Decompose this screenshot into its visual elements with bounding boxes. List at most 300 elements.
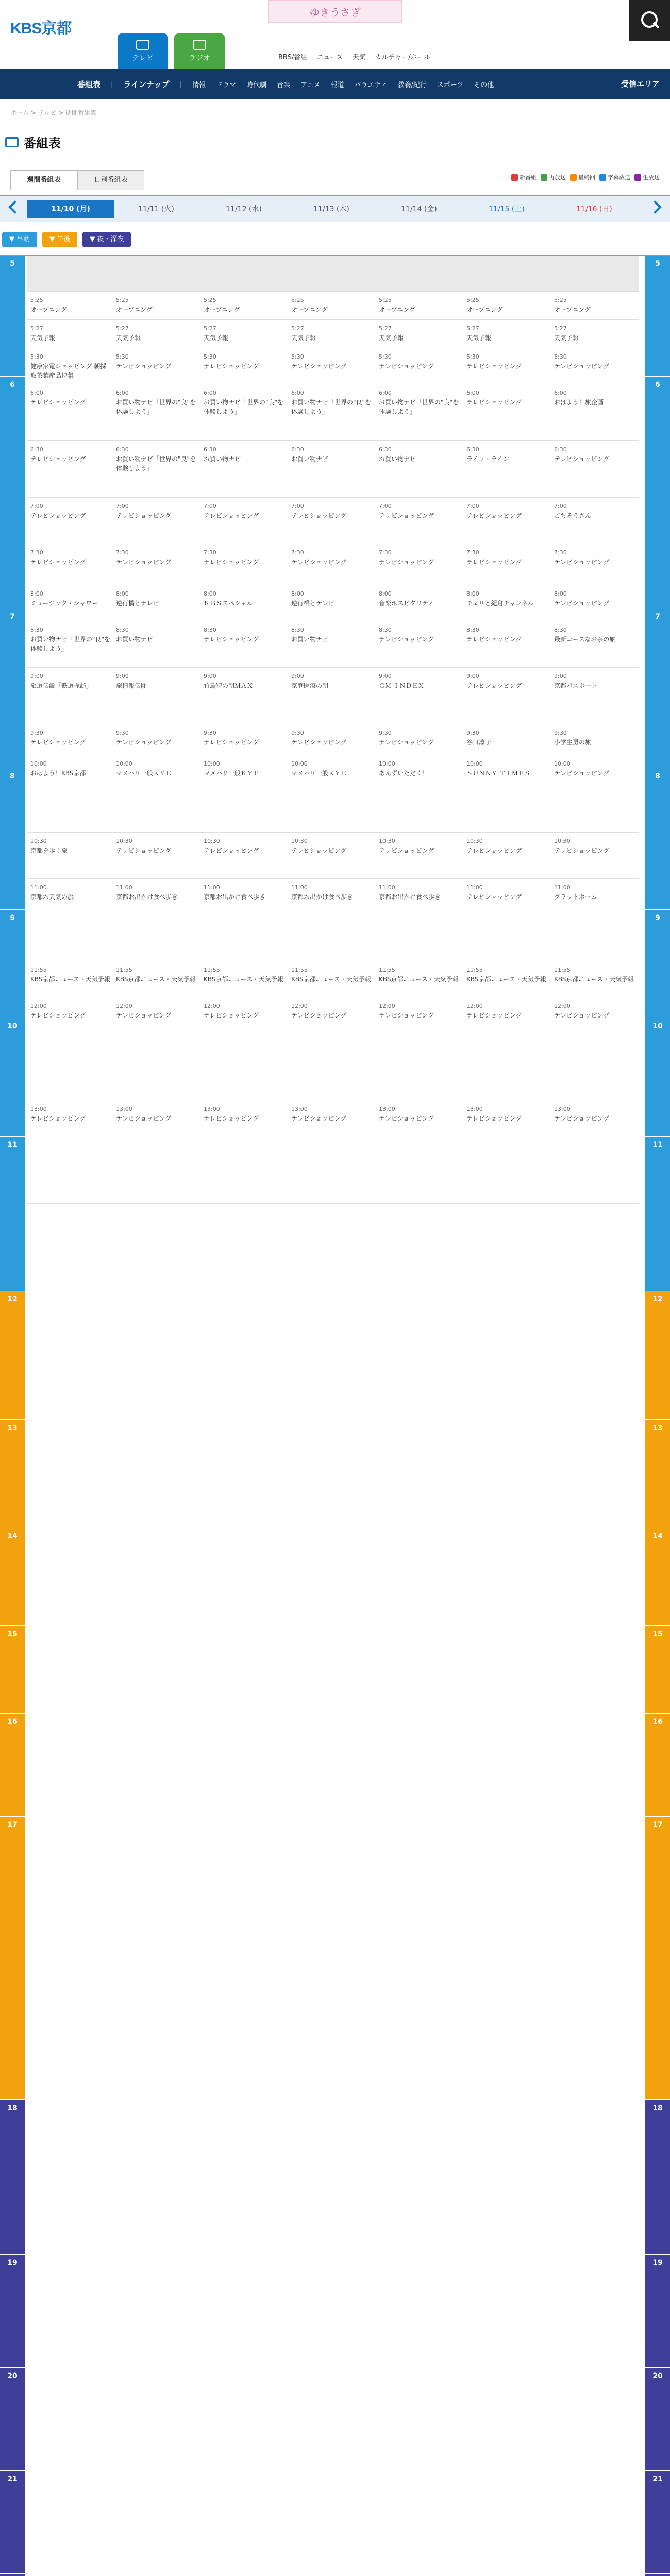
program-time: 10:00 bbox=[116, 760, 132, 767]
program-cell[interactable] bbox=[200, 621, 288, 668]
top-link[interactable]: ニュース bbox=[316, 54, 343, 61]
program-cell[interactable] bbox=[288, 879, 376, 961]
program-cell[interactable] bbox=[551, 384, 639, 441]
program-time: 9:30 bbox=[554, 730, 567, 736]
program-cell[interactable] bbox=[200, 348, 288, 384]
program-cell[interactable] bbox=[200, 755, 288, 833]
hour-label: 19 bbox=[645, 2255, 670, 2368]
program-cell[interactable] bbox=[463, 997, 551, 1100]
program-cell[interactable] bbox=[113, 292, 200, 320]
program-cell[interactable] bbox=[27, 544, 115, 585]
program-title: 竹島特の朝ＭＡＸ bbox=[204, 682, 254, 689]
program-cell[interactable] bbox=[288, 384, 376, 441]
program-cell[interactable] bbox=[376, 997, 463, 1100]
program-cell[interactable] bbox=[200, 544, 288, 585]
program-cell[interactable] bbox=[463, 585, 551, 621]
program-cell[interactable] bbox=[200, 498, 288, 544]
program-time: 8:00 bbox=[379, 590, 392, 597]
program-cell[interactable] bbox=[113, 621, 200, 668]
program-cell[interactable] bbox=[463, 498, 551, 544]
program-time: 7:30 bbox=[291, 549, 304, 556]
program-cell[interactable] bbox=[113, 498, 200, 544]
program-cell[interactable] bbox=[463, 384, 551, 441]
program-title: テレビショッピング bbox=[204, 1115, 259, 1122]
nav-item[interactable]: ラインナップ bbox=[123, 79, 170, 89]
nav-item[interactable]: 番組表 bbox=[77, 79, 101, 89]
program-cell[interactable] bbox=[200, 879, 288, 961]
date-tab[interactable]: 11/14 (金) bbox=[401, 205, 437, 213]
program-cell[interactable] bbox=[200, 833, 288, 879]
program-cell[interactable] bbox=[27, 498, 115, 544]
program-title: テレビショッピング bbox=[291, 558, 347, 566]
program-title: テレビショッピング bbox=[554, 558, 610, 566]
tv-schedule-icon bbox=[5, 137, 19, 147]
program-title: テレビショッピング bbox=[466, 847, 522, 854]
program-title: KBS京都ニュース・天気予報 bbox=[291, 976, 371, 983]
program-cell[interactable] bbox=[551, 961, 639, 997]
program-time: 10:30 bbox=[30, 838, 47, 844]
program-cell[interactable] bbox=[376, 544, 463, 585]
program-title: お買い物ナビ「世界の"良"を体験しよう」 bbox=[116, 455, 196, 472]
legend-item bbox=[541, 173, 566, 181]
program-cell[interactable] bbox=[200, 585, 288, 621]
program-cell[interactable] bbox=[27, 879, 115, 961]
program-cell[interactable] bbox=[551, 724, 639, 755]
program-title: テレビショッピング bbox=[554, 847, 610, 854]
program-cell[interactable] bbox=[463, 292, 551, 320]
program-cell[interactable] bbox=[463, 320, 551, 348]
program-time: 10:00 bbox=[466, 760, 483, 767]
program-title: お買い物ナビ「世界の"良"を体験しよう」 bbox=[30, 636, 111, 652]
program-time: 8:30 bbox=[116, 626, 129, 633]
program-time: 10:00 bbox=[291, 760, 308, 767]
program-time: 12:00 bbox=[554, 1003, 571, 1009]
program-time: 10:30 bbox=[554, 838, 571, 844]
program-title: テレビショッピング bbox=[466, 636, 522, 643]
search-icon[interactable] bbox=[629, 0, 670, 41]
program-cell[interactable] bbox=[288, 348, 376, 384]
program-cell[interactable] bbox=[200, 1100, 288, 1204]
nav-item[interactable]: 報道 bbox=[330, 81, 344, 89]
program-cell[interactable] bbox=[551, 348, 639, 384]
program-cell[interactable] bbox=[551, 833, 639, 879]
hour-label bbox=[645, 2574, 670, 2576]
program-cell[interactable] bbox=[288, 755, 376, 833]
program-cell[interactable] bbox=[376, 498, 463, 544]
program-time: 9:00 bbox=[204, 673, 216, 680]
program-time: 8:30 bbox=[30, 626, 43, 633]
program-title: 天気予報 bbox=[30, 334, 56, 342]
program-cell[interactable] bbox=[200, 441, 288, 498]
program-cell[interactable] bbox=[27, 585, 115, 621]
program-cell[interactable] bbox=[113, 879, 200, 961]
promo-banner[interactable]: ゆきうさぎ bbox=[268, 0, 402, 23]
program-cell[interactable] bbox=[200, 384, 288, 441]
program-title: テレビショッピング bbox=[291, 1115, 347, 1122]
program-cell[interactable] bbox=[27, 833, 115, 879]
program-time: 5:27 bbox=[466, 325, 479, 332]
program-title: お買い物ナビ「世界の"良"を体験しよう」 bbox=[116, 399, 196, 415]
legend-item bbox=[570, 173, 595, 181]
program-time: 8:00 bbox=[30, 590, 43, 597]
program-time: 7:00 bbox=[379, 503, 392, 510]
program-time: 5:27 bbox=[554, 325, 567, 332]
program-title: ごちそうさん bbox=[554, 512, 592, 519]
program-cell[interactable] bbox=[376, 320, 463, 348]
program-cell[interactable] bbox=[376, 724, 463, 755]
program-time: 9:00 bbox=[554, 673, 567, 680]
program-cell[interactable] bbox=[288, 544, 376, 585]
program-cell[interactable] bbox=[288, 585, 376, 621]
program-time: 8:30 bbox=[554, 626, 567, 633]
program-time: 6:00 bbox=[291, 389, 304, 396]
program-title: 音楽ホスピタリティ bbox=[379, 600, 434, 607]
program-cell[interactable] bbox=[27, 348, 115, 384]
hour-label: 7 bbox=[0, 608, 25, 768]
program-cell[interactable] bbox=[376, 1100, 463, 1204]
program-cell[interactable] bbox=[551, 441, 639, 498]
date-tab[interactable]: 11/15 (土) bbox=[489, 205, 525, 213]
tab-daily[interactable]: 日別番組表 bbox=[77, 170, 144, 190]
program-title: KBS京都ニュース・天気予報 bbox=[204, 976, 283, 983]
program-time: 11:00 bbox=[466, 884, 483, 891]
hour-label: 18 bbox=[645, 2100, 670, 2255]
program-cell[interactable] bbox=[376, 755, 463, 833]
schedule-tabs bbox=[10, 170, 144, 190]
program-cell[interactable] bbox=[113, 833, 200, 879]
jump-afternoon-button[interactable]: ▼ 午後 bbox=[42, 232, 77, 247]
program-title: テレビショッピング bbox=[204, 558, 259, 566]
program-cell[interactable] bbox=[288, 441, 376, 498]
hour-label: 9 bbox=[645, 910, 670, 1018]
program-title: オープニング bbox=[30, 306, 67, 313]
program-cell[interactable] bbox=[113, 348, 200, 384]
program-title: 京都お出かけ食べ歩き bbox=[116, 893, 178, 901]
hour-label: 8 bbox=[645, 768, 670, 910]
program-cell[interactable] bbox=[288, 320, 376, 348]
program-time: 5:27 bbox=[204, 325, 216, 332]
program-title: ライフ・ライン bbox=[466, 455, 509, 463]
program-time: 9:30 bbox=[466, 730, 479, 736]
program-cell[interactable] bbox=[113, 544, 200, 585]
program-cell[interactable] bbox=[113, 724, 200, 755]
program-time: 10:00 bbox=[379, 760, 395, 767]
program-cell[interactable] bbox=[113, 441, 200, 498]
program-title: テレビショッピング bbox=[379, 363, 434, 370]
program-cell[interactable] bbox=[27, 997, 115, 1100]
program-cell[interactable] bbox=[551, 544, 639, 585]
site-logo[interactable] bbox=[10, 15, 73, 38]
program-title: テレビショッピング bbox=[116, 847, 172, 854]
reception-area-link[interactable]: 受信エリア bbox=[621, 79, 660, 89]
program-title: テレビショッピング bbox=[379, 1115, 434, 1122]
hour-label: 19 bbox=[0, 2255, 25, 2368]
page-title-text: 番組表 bbox=[24, 136, 61, 150]
program-cell[interactable] bbox=[463, 668, 551, 724]
program-cell[interactable] bbox=[113, 585, 200, 621]
program-cell[interactable] bbox=[551, 292, 639, 320]
hour-label: 20 bbox=[645, 2368, 670, 2471]
hour-label: 15 bbox=[645, 1626, 670, 1714]
program-cell[interactable] bbox=[551, 997, 639, 1100]
program-time: 12:00 bbox=[466, 1003, 483, 1009]
program-title: 旅情報伝聞 bbox=[116, 682, 147, 689]
program-title: テレビショッピング bbox=[466, 558, 522, 566]
hour-label: 20 bbox=[0, 2368, 25, 2471]
program-cell[interactable] bbox=[376, 384, 463, 441]
nav-divider: | bbox=[179, 80, 182, 88]
program-time: 12:00 bbox=[291, 1003, 308, 1009]
program-time: 5:25 bbox=[379, 297, 392, 303]
program-title: KBS京都ニュース・天気予報 bbox=[116, 976, 196, 983]
legend-label: 新番組 bbox=[520, 174, 537, 181]
program-time: 9:00 bbox=[291, 673, 304, 680]
program-cell[interactable] bbox=[376, 668, 463, 724]
program-cell[interactable] bbox=[200, 961, 288, 997]
program-cell[interactable] bbox=[463, 544, 551, 585]
program-cell[interactable] bbox=[288, 292, 376, 320]
program-cell[interactable] bbox=[27, 384, 115, 441]
time-jump-buttons bbox=[2, 232, 131, 247]
program-time: 8:30 bbox=[291, 626, 304, 633]
program-title: テレビショッピング bbox=[466, 893, 522, 901]
program-cell[interactable] bbox=[288, 833, 376, 879]
program-cell[interactable] bbox=[113, 961, 200, 997]
breadcrumb: ホーム > テレビ > 週間番組表 bbox=[10, 109, 97, 116]
program-title: テレビショッピング bbox=[30, 399, 86, 406]
program-cell[interactable] bbox=[288, 668, 376, 724]
legend-swatch-icon bbox=[570, 174, 577, 181]
nav-item[interactable]: 時代劇 bbox=[246, 81, 267, 89]
program-title: 京都お出かけ食べ歩き bbox=[204, 893, 266, 901]
date-tab[interactable]: 11/10 (月) bbox=[27, 200, 114, 218]
program-cell[interactable] bbox=[463, 1100, 551, 1204]
program-time: 9:00 bbox=[466, 673, 479, 680]
program-title: 天気予報 bbox=[116, 334, 141, 342]
program-cell[interactable] bbox=[551, 1100, 639, 1204]
hour-label: 18 bbox=[0, 2100, 25, 2255]
program-time: 6:00 bbox=[554, 389, 567, 396]
program-time: 9:30 bbox=[379, 730, 392, 736]
program-time: 7:30 bbox=[204, 549, 216, 556]
program-time: 6:00 bbox=[204, 389, 216, 396]
program-time: 7:30 bbox=[554, 549, 567, 556]
nav-item[interactable]: スポーツ bbox=[437, 81, 464, 89]
program-time: 7:30 bbox=[379, 549, 392, 556]
program-cell[interactable] bbox=[27, 292, 115, 320]
program-title: テレビショッピング bbox=[379, 847, 434, 854]
program-cell[interactable] bbox=[288, 997, 376, 1100]
program-time: 6:00 bbox=[30, 389, 43, 396]
program-cell[interactable] bbox=[463, 833, 551, 879]
radio-tab-label: ラジオ bbox=[189, 54, 210, 62]
program-cell[interactable] bbox=[113, 320, 200, 348]
nav-item[interactable]: 情報 bbox=[192, 81, 206, 89]
program-title: マメハリ一般ＫＹＥ bbox=[116, 770, 172, 777]
tv-tab-label: テレビ bbox=[132, 54, 154, 62]
program-cell[interactable] bbox=[376, 833, 463, 879]
program-time: 9:30 bbox=[204, 730, 216, 736]
tab-weekly[interactable]: 週間番組表 bbox=[10, 170, 77, 190]
nav-item[interactable]: その他 bbox=[474, 81, 494, 89]
program-cell[interactable] bbox=[376, 621, 463, 668]
jump-morning-button[interactable]: ▼ 早朝 bbox=[2, 232, 37, 247]
program-time: 7:00 bbox=[466, 503, 479, 510]
program-cell[interactable] bbox=[376, 585, 463, 621]
top-link[interactable]: BBS/番組 bbox=[278, 54, 308, 61]
program-title: 健康家電ショッピング 朝採取茶葉産品特集 bbox=[30, 363, 107, 379]
top-link[interactable]: カルチャー/ホール bbox=[375, 54, 431, 61]
date-tab[interactable]: 11/13 (木) bbox=[313, 205, 349, 213]
program-time: 12:00 bbox=[204, 1003, 220, 1009]
empty-slot bbox=[200, 256, 288, 292]
program-cell[interactable] bbox=[288, 961, 376, 997]
program-title: 天気予報 bbox=[379, 334, 404, 342]
program-cell[interactable] bbox=[200, 997, 288, 1100]
program-time: 8:00 bbox=[116, 590, 129, 597]
radio-tab[interactable] bbox=[174, 33, 225, 69]
program-cell[interactable] bbox=[113, 997, 200, 1100]
program-cell[interactable] bbox=[200, 724, 288, 755]
program-cell[interactable] bbox=[27, 755, 115, 833]
nav-item[interactable]: ドラマ bbox=[216, 81, 237, 89]
program-cell[interactable] bbox=[376, 441, 463, 498]
program-cell[interactable] bbox=[200, 292, 288, 320]
nav-item[interactable]: バラエティ bbox=[354, 81, 388, 89]
program-title: KBS京都ニュース・天気予報 bbox=[466, 976, 546, 983]
program-cell[interactable] bbox=[288, 724, 376, 755]
jump-night-button[interactable]: ▼ 夜・深夜 bbox=[82, 232, 131, 247]
program-cell[interactable] bbox=[27, 621, 115, 668]
hour-label: 12 bbox=[0, 1291, 25, 1420]
program-cell[interactable] bbox=[27, 320, 115, 348]
program-cell[interactable] bbox=[113, 1100, 200, 1204]
legend-swatch-icon bbox=[634, 174, 641, 181]
program-time: 11:55 bbox=[204, 967, 220, 973]
hour-label: 5 bbox=[645, 256, 670, 377]
program-cell[interactable] bbox=[463, 348, 551, 384]
program-time: 6:00 bbox=[379, 389, 392, 396]
program-title: マメハリ一般ＫＹＥ bbox=[204, 770, 259, 777]
nav-item[interactable]: 教養/紀行 bbox=[397, 81, 427, 89]
program-cell[interactable] bbox=[551, 621, 639, 668]
date-tab[interactable]: 11/16 (日) bbox=[576, 205, 612, 213]
nav-item[interactable]: 音楽 bbox=[277, 81, 291, 89]
program-cell[interactable] bbox=[463, 621, 551, 668]
program-title: テレビショッピング bbox=[30, 558, 86, 566]
top-link[interactable]: 天気 bbox=[352, 54, 366, 61]
program-cell[interactable] bbox=[376, 348, 463, 384]
program-cell[interactable] bbox=[27, 1100, 115, 1204]
date-tab[interactable]: 11/11 (火) bbox=[138, 205, 174, 213]
program-cell[interactable] bbox=[463, 724, 551, 755]
program-cell[interactable] bbox=[27, 668, 115, 724]
program-cell[interactable] bbox=[113, 755, 200, 833]
program-time: 13:00 bbox=[204, 1106, 220, 1112]
empty-slot bbox=[27, 256, 115, 292]
program-cell[interactable] bbox=[551, 320, 639, 348]
program-title: テレビショッピング bbox=[554, 363, 610, 370]
empty-slot bbox=[288, 256, 376, 292]
program-time: 12:00 bbox=[379, 1003, 395, 1009]
hour-label: 17 bbox=[0, 1817, 25, 2100]
program-time: 5:27 bbox=[30, 325, 43, 332]
program-cell[interactable] bbox=[288, 621, 376, 668]
program-cell[interactable] bbox=[288, 1100, 376, 1204]
program-title: オープニング bbox=[204, 306, 240, 313]
program-cell[interactable] bbox=[27, 961, 115, 997]
program-cell[interactable] bbox=[463, 441, 551, 498]
program-cell[interactable] bbox=[463, 879, 551, 961]
program-cell[interactable] bbox=[200, 668, 288, 724]
program-cell[interactable] bbox=[551, 668, 639, 724]
hour-label: 21 bbox=[645, 2471, 670, 2574]
empty-slot bbox=[463, 256, 551, 292]
program-cell[interactable] bbox=[27, 724, 115, 755]
prev-week-arrow-icon[interactable] bbox=[8, 200, 21, 213]
program-cell[interactable] bbox=[376, 879, 463, 961]
legend-label: 最終回 bbox=[578, 174, 595, 181]
program-cell[interactable] bbox=[113, 668, 200, 724]
program-title: ミュージック・シャワー bbox=[30, 600, 98, 607]
date-tab[interactable]: 11/12 (水) bbox=[226, 205, 262, 213]
logo-text: KBS京都 bbox=[10, 20, 72, 37]
empty-slot bbox=[113, 256, 200, 292]
program-cell[interactable] bbox=[288, 498, 376, 544]
program-time: 7:00 bbox=[204, 503, 216, 510]
program-title: テレビショッピング bbox=[466, 682, 522, 689]
program-time: 13:00 bbox=[379, 1106, 395, 1112]
program-cell[interactable] bbox=[551, 585, 639, 621]
program-title: マメハリ一般ＫＹＥ bbox=[291, 770, 347, 777]
program-cell[interactable] bbox=[376, 961, 463, 997]
program-cell[interactable] bbox=[27, 441, 115, 498]
program-cell[interactable] bbox=[551, 755, 639, 833]
program-title: 京都お出かけ食べ歩き bbox=[379, 893, 441, 901]
program-time: 6:30 bbox=[554, 446, 567, 453]
program-title: KBS京都ニュース・天気予報 bbox=[379, 976, 459, 983]
program-title: テレビショッピング bbox=[116, 363, 172, 370]
program-time: 11:00 bbox=[204, 884, 220, 891]
main-nav bbox=[0, 69, 670, 99]
program-title: テレビショッピング bbox=[204, 512, 259, 519]
program-time: 6:30 bbox=[204, 446, 216, 453]
program-cell[interactable] bbox=[463, 961, 551, 997]
program-title: テレビショッピング bbox=[554, 600, 610, 607]
tv-tab[interactable] bbox=[118, 33, 168, 69]
program-cell[interactable] bbox=[551, 498, 639, 544]
program-title: テレビショッピング bbox=[379, 636, 434, 643]
program-time: 10:00 bbox=[204, 760, 220, 767]
program-cell[interactable] bbox=[551, 879, 639, 961]
program-cell[interactable] bbox=[113, 384, 200, 441]
program-title: テレビショッピング bbox=[466, 1115, 522, 1122]
legend-label: 字幕放送 bbox=[608, 174, 630, 181]
program-time: 10:30 bbox=[379, 838, 395, 844]
next-week-arrow-icon[interactable] bbox=[648, 200, 661, 213]
program-time: 7:00 bbox=[291, 503, 304, 510]
site-header bbox=[0, 0, 670, 62]
program-cell[interactable] bbox=[463, 755, 551, 833]
program-time: 10:30 bbox=[291, 838, 308, 844]
program-title: テレビショッピング bbox=[116, 1115, 172, 1122]
nav-item[interactable]: アニメ bbox=[300, 81, 321, 89]
program-time: 6:30 bbox=[30, 446, 43, 453]
program-title: あんずいただく！ bbox=[379, 770, 429, 777]
program-cell[interactable] bbox=[376, 292, 463, 320]
program-cell[interactable] bbox=[200, 320, 288, 348]
program-title: テレビショッピング bbox=[30, 739, 86, 746]
